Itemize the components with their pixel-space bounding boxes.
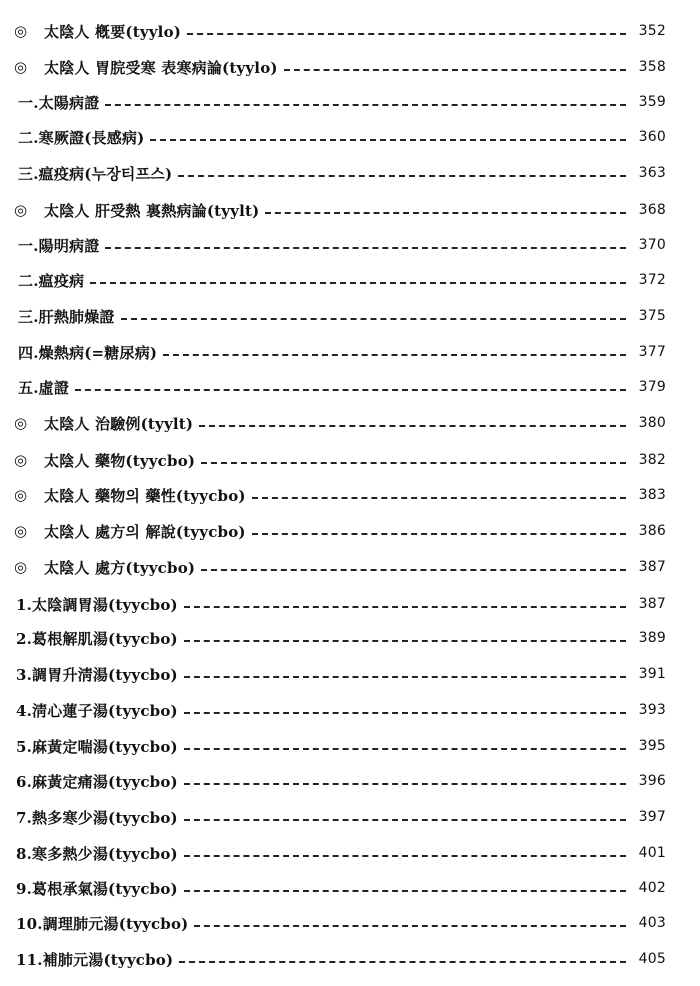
toc-entry-page: 380 bbox=[638, 415, 666, 431]
dot-leader bbox=[184, 890, 626, 892]
dot-leader bbox=[252, 533, 626, 535]
bullet-circle-icon: ◎ bbox=[14, 414, 28, 432]
toc-entry-page: 387 bbox=[638, 559, 666, 575]
toc-entry bbox=[14, 197, 666, 223]
dot-leader bbox=[184, 783, 626, 785]
toc-entry-page: 393 bbox=[638, 702, 666, 718]
toc-entry-title: 太陰人 處方(tyycbo) bbox=[44, 558, 196, 577]
toc-entry bbox=[14, 946, 666, 972]
toc-entry bbox=[14, 160, 666, 186]
bullet-circle-icon: ◎ bbox=[14, 522, 28, 540]
toc-entry-page: 377 bbox=[638, 344, 666, 360]
toc-entry bbox=[14, 124, 666, 150]
dot-leader bbox=[284, 69, 626, 71]
toc-entry bbox=[14, 303, 666, 329]
dot-leader bbox=[184, 676, 626, 678]
toc-entry-page: 389 bbox=[638, 630, 666, 646]
dot-leader bbox=[75, 389, 626, 391]
dot-leader bbox=[150, 139, 626, 141]
toc-entry bbox=[14, 804, 666, 830]
toc-entry-page: 402 bbox=[638, 880, 666, 896]
toc-entry-title: 7.熱多寒少湯(tyycbo) bbox=[16, 808, 178, 827]
toc-entry bbox=[14, 447, 666, 473]
toc-entry bbox=[14, 18, 666, 44]
toc-entry-page: 352 bbox=[638, 23, 666, 39]
bullet-circle-icon: ◎ bbox=[14, 486, 28, 504]
dot-leader bbox=[178, 175, 626, 177]
toc-entry bbox=[14, 339, 666, 365]
toc-entry-page: 360 bbox=[638, 129, 666, 145]
toc-entry-title: 4.淸心蓮子湯(tyycbo) bbox=[16, 701, 178, 720]
toc-entry-title: 11.補肺元湯(tyycbo) bbox=[16, 950, 174, 969]
toc-entry-page: 372 bbox=[638, 272, 666, 288]
toc-entry bbox=[14, 733, 666, 759]
toc-entry-page: 359 bbox=[638, 94, 666, 110]
dot-leader bbox=[90, 282, 626, 284]
dot-leader bbox=[121, 318, 626, 320]
bullet-circle-icon: ◎ bbox=[14, 58, 28, 76]
dot-leader bbox=[265, 212, 626, 214]
toc-entry-title: 5.麻黃定喘湯(tyycbo) bbox=[16, 737, 178, 756]
toc-entry-page: 395 bbox=[638, 738, 666, 754]
toc-entry bbox=[14, 267, 666, 293]
dot-leader bbox=[252, 497, 626, 499]
toc-entry-title: 二.寒厥證(長感病) bbox=[18, 128, 145, 147]
toc-entry bbox=[14, 518, 666, 544]
toc-entry-title: 太陰人 藥物(tyycbo) bbox=[44, 451, 196, 470]
toc-entry-title: 三.肝熱肺燥證 bbox=[18, 307, 115, 326]
dot-leader bbox=[105, 247, 626, 249]
toc-entry-title: 二.瘟疫病 bbox=[18, 271, 85, 290]
toc-entry-title: 一.太陽病證 bbox=[18, 93, 100, 112]
toc-entry-page: 368 bbox=[638, 202, 666, 218]
dot-leader bbox=[199, 425, 626, 427]
toc-entry-title: 3.調胃升淸湯(tyycbo) bbox=[16, 665, 178, 684]
toc-entry-title: 一.陽明病證 bbox=[18, 236, 100, 255]
toc-entry bbox=[14, 625, 666, 651]
toc-entry-title: 太陰人 藥物의 藥性(tyycbo) bbox=[44, 486, 246, 505]
toc-entry-title: 10.調理肺元湯(tyycbo) bbox=[16, 914, 189, 933]
dot-leader bbox=[184, 819, 626, 821]
bullet-circle-icon: ◎ bbox=[14, 201, 28, 219]
bullet-circle-icon: ◎ bbox=[14, 22, 28, 40]
toc-entry-title: 9.葛根承氣湯(tyycbo) bbox=[16, 879, 178, 898]
dot-leader bbox=[163, 354, 626, 356]
toc-entry-page: 358 bbox=[638, 59, 666, 75]
toc-entry-page: 405 bbox=[638, 951, 666, 967]
toc-entry bbox=[14, 875, 666, 901]
toc-entry-title: 太陰人 胃脘受寒 表寒病論(tyylo) bbox=[44, 58, 278, 77]
toc-entry bbox=[14, 554, 666, 580]
dot-leader bbox=[201, 569, 626, 571]
dot-leader bbox=[184, 748, 626, 750]
toc-entry bbox=[14, 89, 666, 115]
toc-entry-page: 387 bbox=[638, 596, 666, 612]
toc-entry-title: 四.燥熱病(=糖尿病) bbox=[18, 343, 158, 362]
dot-leader bbox=[184, 606, 626, 608]
toc-entry bbox=[14, 661, 666, 687]
toc-entry bbox=[14, 374, 666, 400]
toc-entry-title: 三.瘟疫病(누장티프스) bbox=[18, 164, 173, 183]
toc-entry-title: 1.太陰調胃湯(tyycbo) bbox=[16, 595, 178, 614]
toc-entry bbox=[14, 482, 666, 508]
toc-entry-title: 8.寒多熱少湯(tyycbo) bbox=[16, 844, 178, 863]
toc-entry bbox=[14, 840, 666, 866]
toc-entry-page: 379 bbox=[638, 379, 666, 395]
toc-entry-page: 370 bbox=[638, 237, 666, 253]
toc-entry-title: 6.麻黃定痛湯(tyycbo) bbox=[16, 772, 178, 791]
dot-leader bbox=[194, 925, 626, 927]
bullet-circle-icon: ◎ bbox=[14, 451, 28, 469]
toc-entry-title: 太陰人 肝受熱 裏熱病論(tyylt) bbox=[44, 201, 260, 220]
toc-entry bbox=[14, 697, 666, 723]
toc-entry-title: 2.葛根解肌湯(tyycbo) bbox=[16, 629, 178, 648]
toc-entry-page: 396 bbox=[638, 773, 666, 789]
toc-entry bbox=[14, 910, 666, 936]
toc-entry-page: 363 bbox=[638, 165, 666, 181]
toc-entry-title: 太陰人 處方의 解說(tyycbo) bbox=[44, 522, 246, 541]
toc-entry-page: 397 bbox=[638, 809, 666, 825]
toc-entry bbox=[14, 232, 666, 258]
dot-leader bbox=[184, 855, 626, 857]
toc-entry-page: 382 bbox=[638, 452, 666, 468]
toc-entry-page: 383 bbox=[638, 487, 666, 503]
toc-entry bbox=[14, 768, 666, 794]
toc-entry bbox=[14, 54, 666, 80]
toc-entry-page: 401 bbox=[638, 845, 666, 861]
bullet-circle-icon: ◎ bbox=[14, 558, 28, 576]
dot-leader bbox=[201, 462, 626, 464]
toc-entry-title: 五.虛證 bbox=[18, 378, 70, 397]
dot-leader bbox=[179, 961, 626, 963]
toc-entry-page: 375 bbox=[638, 308, 666, 324]
toc-entry-page: 386 bbox=[638, 523, 666, 539]
dot-leader bbox=[184, 640, 626, 642]
toc-entry bbox=[14, 410, 666, 436]
toc-entry-page: 391 bbox=[638, 666, 666, 682]
toc-entry-title: 太陰人 槪要(tyylo) bbox=[44, 22, 182, 41]
toc-entry bbox=[14, 591, 666, 617]
dot-leader bbox=[184, 712, 626, 714]
dot-leader bbox=[187, 33, 626, 35]
dot-leader bbox=[105, 104, 626, 106]
toc-entry-page: 403 bbox=[638, 915, 666, 931]
toc-entry-title: 太陰人 治驗例(tyylt) bbox=[44, 414, 194, 433]
